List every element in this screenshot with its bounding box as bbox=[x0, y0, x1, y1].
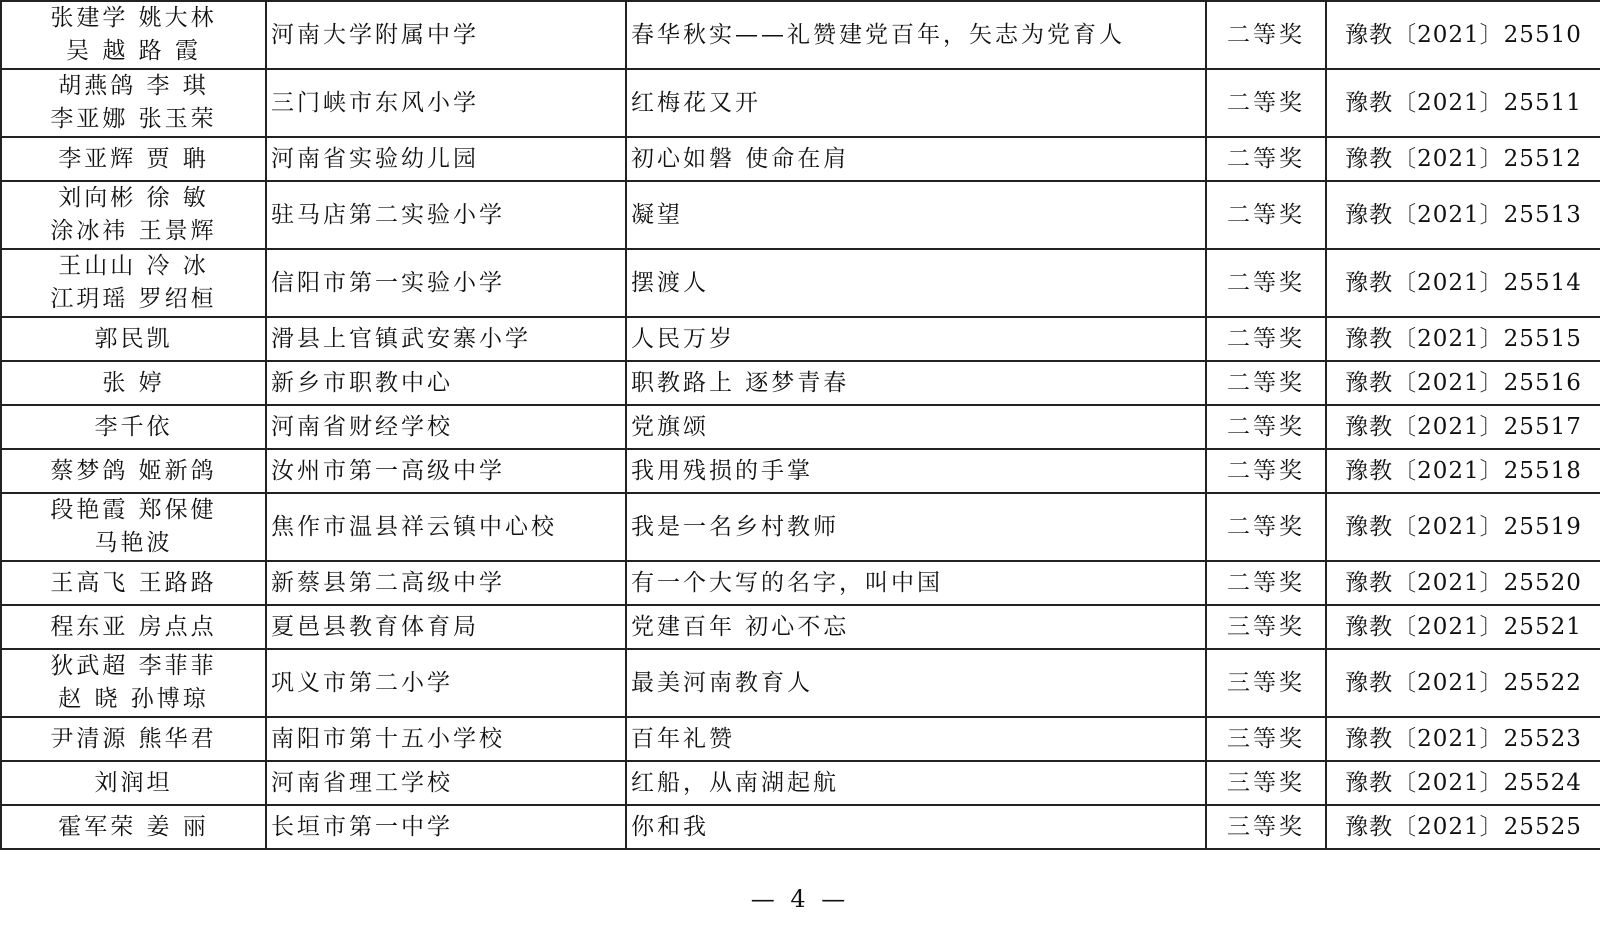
cell-award-level: 二等奖 bbox=[1206, 405, 1326, 449]
cell-unit: 河南省财经学校 bbox=[266, 405, 626, 449]
cell-certificate-number: 豫教〔2021〕25524 bbox=[1326, 761, 1600, 805]
cell-names bbox=[1, 1, 266, 69]
cell-names bbox=[1, 449, 266, 493]
cell-unit: 滑县上官镇武安寨小学 bbox=[266, 317, 626, 361]
table-row bbox=[1, 649, 1600, 717]
cell-award-level: 三等奖 bbox=[1206, 805, 1326, 849]
cell-work-title: 最美河南教育人 bbox=[626, 649, 1206, 717]
cell-names bbox=[1, 605, 266, 649]
cell-award-level: 二等奖 bbox=[1206, 69, 1326, 137]
name-line: 尹清源 熊华君 bbox=[50, 725, 217, 752]
cell-award-level: 三等奖 bbox=[1206, 761, 1326, 805]
cell-award-level: 三等奖 bbox=[1206, 649, 1326, 717]
cell-names bbox=[1, 317, 266, 361]
cell-work-title: 我是一名乡村教师 bbox=[626, 493, 1206, 561]
table-row bbox=[1, 69, 1600, 137]
table-row bbox=[1, 717, 1600, 761]
cell-names bbox=[1, 717, 266, 761]
table-row bbox=[1, 181, 1600, 249]
cell-work-title: 红船，从南湖起航 bbox=[626, 761, 1206, 805]
table-row bbox=[1, 405, 1600, 449]
name-line: 霍军荣 姜 丽 bbox=[58, 813, 209, 840]
cell-unit: 新蔡县第二高级中学 bbox=[266, 561, 626, 605]
cell-award-level: 二等奖 bbox=[1206, 361, 1326, 405]
cell-names bbox=[1, 69, 266, 137]
table-row bbox=[1, 449, 1600, 493]
name-line: 郭民凯 bbox=[94, 325, 173, 352]
cell-unit: 南阳市第十五小学校 bbox=[266, 717, 626, 761]
cell-names bbox=[1, 137, 266, 181]
table-row bbox=[1, 361, 1600, 405]
cell-certificate-number: 豫教〔2021〕25518 bbox=[1326, 449, 1600, 493]
cell-certificate-number: 豫教〔2021〕25521 bbox=[1326, 605, 1600, 649]
page-number: — 4 — bbox=[750, 885, 850, 913]
cell-work-title: 人民万岁 bbox=[626, 317, 1206, 361]
cell-work-title: 凝望 bbox=[626, 181, 1206, 249]
cell-names bbox=[1, 493, 266, 561]
name-line: 狄武超 李菲菲 bbox=[50, 653, 217, 679]
cell-names bbox=[1, 249, 266, 317]
cell-certificate-number: 豫教〔2021〕25511 bbox=[1326, 69, 1600, 137]
cell-certificate-number: 豫教〔2021〕25517 bbox=[1326, 405, 1600, 449]
table-row bbox=[1, 493, 1600, 561]
name-line: 李亚辉 贾 聃 bbox=[58, 145, 209, 172]
name-line: 李千依 bbox=[94, 413, 173, 440]
cell-unit: 三门峡市东风小学 bbox=[266, 69, 626, 137]
cell-award-level: 二等奖 bbox=[1206, 561, 1326, 605]
cell-names bbox=[1, 805, 266, 849]
name-line: 涂冰祎 王景辉 bbox=[50, 218, 217, 244]
cell-work-title: 摆渡人 bbox=[626, 249, 1206, 317]
name-line: 吴 越 路 霞 bbox=[66, 38, 201, 64]
cell-unit: 焦作市温县祥云镇中心校 bbox=[266, 493, 626, 561]
table-row bbox=[1, 561, 1600, 605]
cell-certificate-number: 豫教〔2021〕25525 bbox=[1326, 805, 1600, 849]
cell-award-level: 二等奖 bbox=[1206, 137, 1326, 181]
cell-work-title: 百年礼赞 bbox=[626, 717, 1206, 761]
cell-work-title: 我用残损的手掌 bbox=[626, 449, 1206, 493]
name-line: 刘润坦 bbox=[94, 769, 173, 796]
name-line: 马艳波 bbox=[94, 530, 173, 556]
cell-names bbox=[1, 649, 266, 717]
cell-unit: 夏邑县教育体育局 bbox=[266, 605, 626, 649]
cell-names bbox=[1, 561, 266, 605]
cell-certificate-number: 豫教〔2021〕25515 bbox=[1326, 317, 1600, 361]
cell-certificate-number: 豫教〔2021〕25512 bbox=[1326, 137, 1600, 181]
cell-award-level: 二等奖 bbox=[1206, 181, 1326, 249]
cell-work-title: 有一个大写的名字，叫中国 bbox=[626, 561, 1206, 605]
award-table-body bbox=[1, 1, 1600, 849]
table-row bbox=[1, 1, 1600, 69]
cell-work-title: 职教路上 逐梦青春 bbox=[626, 361, 1206, 405]
cell-award-level: 二等奖 bbox=[1206, 1, 1326, 69]
cell-award-level: 二等奖 bbox=[1206, 449, 1326, 493]
cell-unit: 巩义市第二小学 bbox=[266, 649, 626, 717]
cell-certificate-number: 豫教〔2021〕25522 bbox=[1326, 649, 1600, 717]
name-line: 王高飞 王路路 bbox=[50, 569, 217, 596]
cell-unit: 河南大学附属中学 bbox=[266, 1, 626, 69]
cell-certificate-number: 豫教〔2021〕25510 bbox=[1326, 1, 1600, 69]
name-line: 程东亚 房点点 bbox=[50, 613, 217, 640]
table-row bbox=[1, 137, 1600, 181]
cell-certificate-number: 豫教〔2021〕25523 bbox=[1326, 717, 1600, 761]
cell-certificate-number: 豫教〔2021〕25519 bbox=[1326, 493, 1600, 561]
table-row bbox=[1, 605, 1600, 649]
cell-unit: 长垣市第一中学 bbox=[266, 805, 626, 849]
cell-award-level: 二等奖 bbox=[1206, 493, 1326, 561]
name-line: 张 婷 bbox=[102, 369, 165, 396]
cell-work-title: 你和我 bbox=[626, 805, 1206, 849]
cell-certificate-number: 豫教〔2021〕25514 bbox=[1326, 249, 1600, 317]
cell-unit: 河南省理工学校 bbox=[266, 761, 626, 805]
cell-unit: 汝州市第一高级中学 bbox=[266, 449, 626, 493]
cell-work-title: 初心如磐 使命在肩 bbox=[626, 137, 1206, 181]
cell-award-level: 三等奖 bbox=[1206, 605, 1326, 649]
cell-certificate-number: 豫教〔2021〕25516 bbox=[1326, 361, 1600, 405]
cell-award-level: 三等奖 bbox=[1206, 717, 1326, 761]
name-line: 胡燕鸽 李 琪 bbox=[58, 73, 209, 99]
cell-names bbox=[1, 761, 266, 805]
name-line: 张建学 姚大林 bbox=[50, 5, 217, 31]
table-row bbox=[1, 317, 1600, 361]
table-row bbox=[1, 805, 1600, 849]
name-line: 段艳霞 郑保健 bbox=[50, 497, 217, 523]
cell-work-title: 春华秋实——礼赞建党百年，矢志为党育人 bbox=[626, 1, 1206, 69]
table-row bbox=[1, 249, 1600, 317]
cell-work-title: 党建百年 初心不忘 bbox=[626, 605, 1206, 649]
table-row bbox=[1, 761, 1600, 805]
name-line: 蔡梦鸽 姬新鸽 bbox=[50, 457, 217, 484]
cell-work-title: 红梅花又开 bbox=[626, 69, 1206, 137]
cell-award-level: 二等奖 bbox=[1206, 317, 1326, 361]
name-line: 王山山 冷 冰 bbox=[58, 253, 209, 279]
cell-unit: 河南省实验幼儿园 bbox=[266, 137, 626, 181]
cell-names bbox=[1, 181, 266, 249]
cell-award-level: 二等奖 bbox=[1206, 249, 1326, 317]
cell-certificate-number: 豫教〔2021〕25513 bbox=[1326, 181, 1600, 249]
cell-unit: 信阳市第一实验小学 bbox=[266, 249, 626, 317]
name-line: 赵 晓 孙博琼 bbox=[58, 686, 209, 712]
cell-unit: 驻马店第二实验小学 bbox=[266, 181, 626, 249]
cell-unit: 新乡市职教中心 bbox=[266, 361, 626, 405]
cell-certificate-number: 豫教〔2021〕25520 bbox=[1326, 561, 1600, 605]
cell-names bbox=[1, 361, 266, 405]
name-line: 刘向彬 徐 敏 bbox=[58, 185, 209, 211]
cell-work-title: 党旗颂 bbox=[626, 405, 1206, 449]
cell-names bbox=[1, 405, 266, 449]
name-line: 江玥瑶 罗绍桓 bbox=[50, 286, 217, 312]
name-line: 李亚娜 张玉荣 bbox=[50, 106, 217, 132]
